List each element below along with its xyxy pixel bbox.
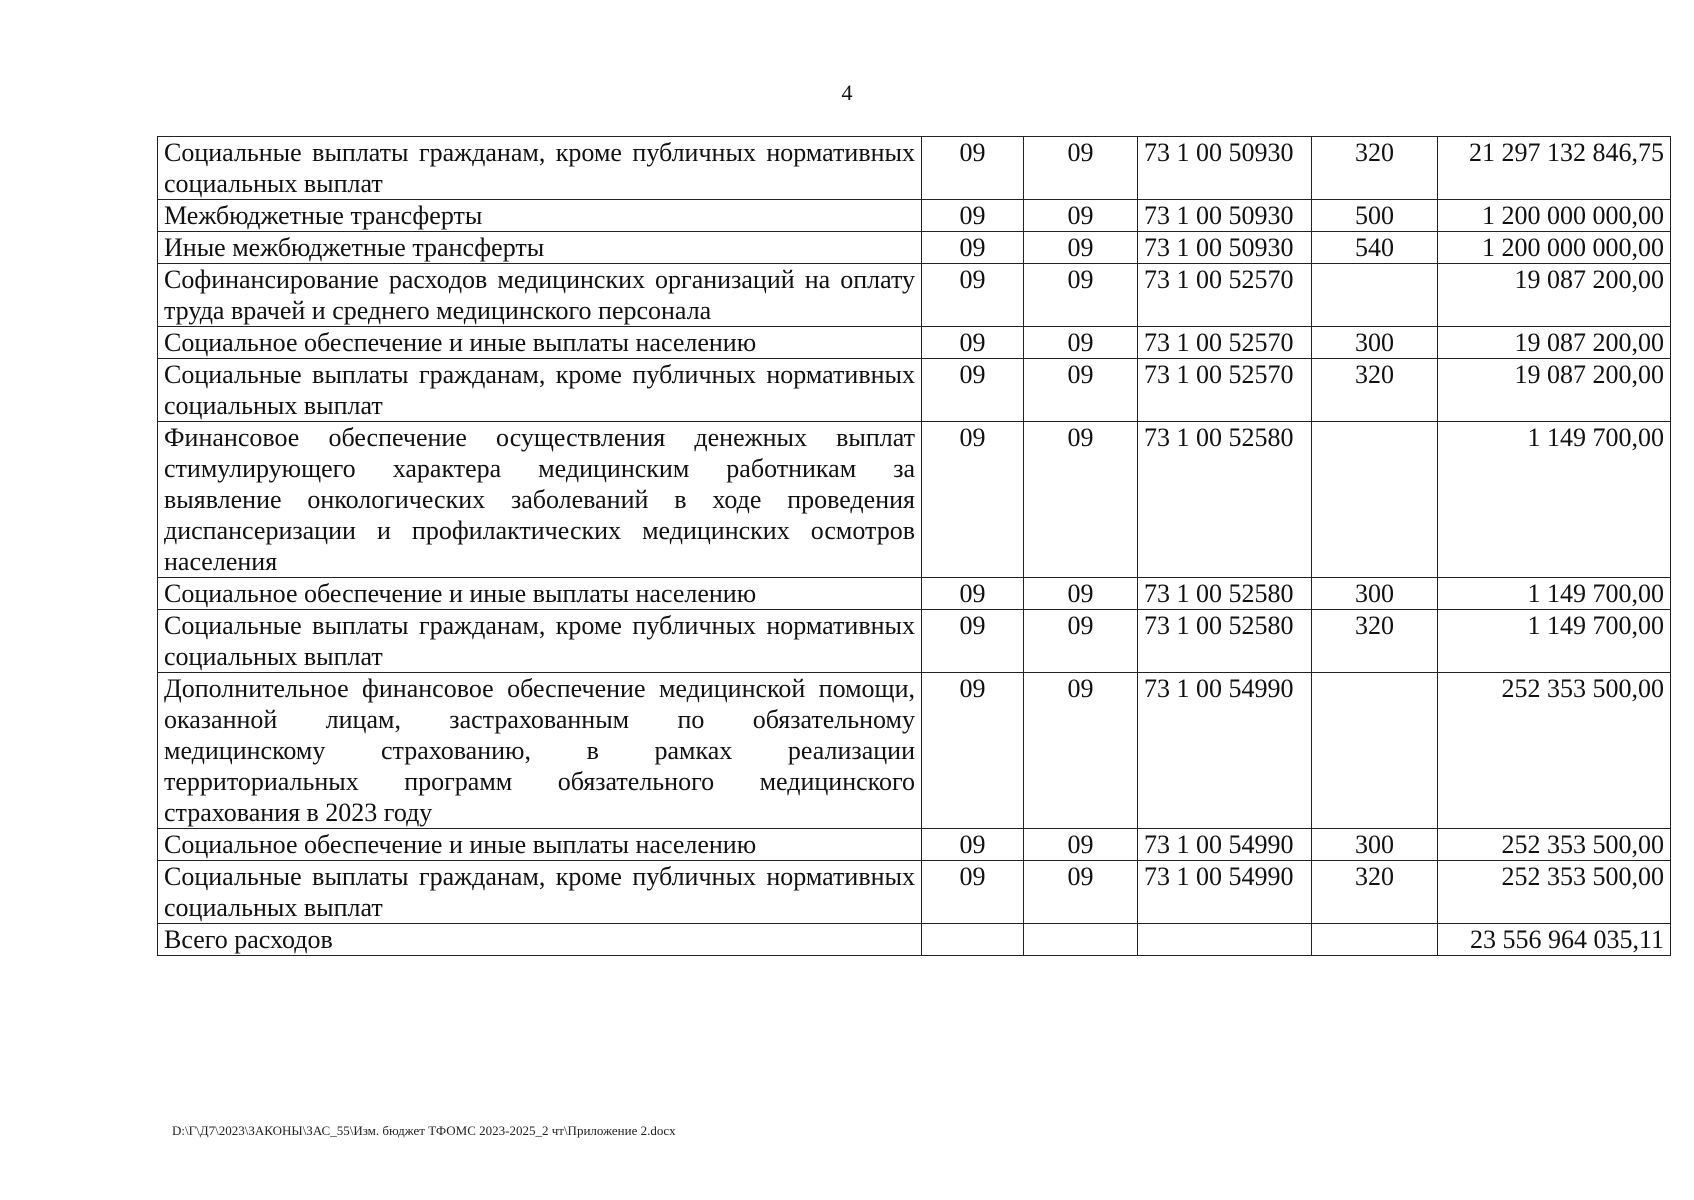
row-target-code: 73 1 00 50930 [1138, 137, 1312, 200]
budget-table [157, 136, 1671, 956]
row-name: Социальные выплаты гражданам, кроме публичных нормативных социальных выплат [158, 610, 922, 673]
row-subsection [1024, 924, 1138, 956]
row-amount: 1 149 700,00 [1438, 422, 1671, 578]
row-target-code: 73 1 00 52570 [1138, 359, 1312, 422]
row-subsection: 09 [1024, 829, 1138, 861]
table-row [158, 673, 1671, 829]
row-subsection: 09 [1024, 673, 1138, 829]
row-section: 09 [922, 578, 1024, 610]
row-section: 09 [922, 829, 1024, 861]
row-amount: 252 353 500,00 [1438, 673, 1671, 829]
table-row [158, 327, 1671, 359]
row-target-code: 73 1 00 52580 [1138, 578, 1312, 610]
row-section: 09 [922, 610, 1024, 673]
row-name: Иные межбюджетные трансферты [158, 232, 922, 264]
row-name: Социальные выплаты гражданам, кроме публичных нормативных социальных выплат [158, 359, 922, 422]
row-expense-type: 300 [1312, 578, 1438, 610]
row-subsection: 09 [1024, 359, 1138, 422]
row-expense-type: 300 [1312, 327, 1438, 359]
row-name: Социальные выплаты гражданам, кроме публичных нормативных социальных выплат [158, 137, 922, 200]
row-amount: 19 087 200,00 [1438, 359, 1671, 422]
row-subsection: 09 [1024, 200, 1138, 232]
row-amount: 1 149 700,00 [1438, 578, 1671, 610]
row-amount: 1 200 000 000,00 [1438, 232, 1671, 264]
row-subsection: 09 [1024, 861, 1138, 924]
row-expense-type: 540 [1312, 232, 1438, 264]
row-subsection: 09 [1024, 264, 1138, 327]
row-name: Финансовое обеспечение осуществления денежных выплат стимулирующего характера медицинским работникам за выявление онкологических заболеваний в ходе проведения диспансеризации и профилактических медицинских осмотров населения [158, 422, 922, 578]
row-section: 09 [922, 200, 1024, 232]
row-amount: 252 353 500,00 [1438, 829, 1671, 861]
table-row [158, 359, 1671, 422]
row-subsection: 09 [1024, 422, 1138, 578]
row-name: Дополнительное финансовое обеспечение медицинской помощи, оказанной лицам, застрахованным по обязательному медицинскому страхованию, в рамках реализации территориальных программ обязательного медицинского страхования в 2023 году [158, 673, 922, 829]
row-section [922, 924, 1024, 956]
row-target-code: 73 1 00 52580 [1138, 422, 1312, 578]
row-section: 09 [922, 232, 1024, 264]
row-name: Софинансирование расходов медицинских организаций на оплату труда врачей и среднего медицинского персонала [158, 264, 922, 327]
table-row [158, 829, 1671, 861]
row-name: Социальные выплаты гражданам, кроме публичных нормативных социальных выплат [158, 861, 922, 924]
row-target-code: 73 1 00 52570 [1138, 327, 1312, 359]
row-name: Социальное обеспечение и иные выплаты населению [158, 327, 922, 359]
row-section: 09 [922, 673, 1024, 829]
table-row [158, 861, 1671, 924]
table-row [158, 200, 1671, 232]
row-name: Межбюджетные трансферты [158, 200, 922, 232]
row-subsection: 09 [1024, 327, 1138, 359]
table-row [158, 264, 1671, 327]
row-expense-type: 320 [1312, 610, 1438, 673]
table-row [158, 610, 1671, 673]
row-subsection: 09 [1024, 137, 1138, 200]
row-section: 09 [922, 422, 1024, 578]
row-section: 09 [922, 327, 1024, 359]
row-amount: 1 149 700,00 [1438, 610, 1671, 673]
row-target-code: 73 1 00 54990 [1138, 861, 1312, 924]
total-amount: 23 556 964 035,11 [1438, 924, 1671, 956]
row-expense-type [1312, 673, 1438, 829]
row-expense-type: 500 [1312, 200, 1438, 232]
file-path-footer: D:\Г\Д7\2023\ЗАКОНЫ\ЗАС_55\Изм. бюджет ТФОМС 2023-2025_2 чт\Приложение 2.docx [172, 1123, 676, 1138]
page-number: 4 [841, 80, 853, 105]
row-name: Социальное обеспечение и иные выплаты населению [158, 829, 922, 861]
row-expense-type [1312, 924, 1438, 956]
table-row [158, 578, 1671, 610]
row-target-code: 73 1 00 54990 [1138, 673, 1312, 829]
row-section: 09 [922, 264, 1024, 327]
row-subsection: 09 [1024, 232, 1138, 264]
row-target-code: 73 1 00 52580 [1138, 610, 1312, 673]
row-expense-type: 320 [1312, 137, 1438, 200]
table-row [158, 137, 1671, 200]
row-name: Социальное обеспечение и иные выплаты населению [158, 578, 922, 610]
table-row [158, 232, 1671, 264]
row-amount: 1 200 000 000,00 [1438, 200, 1671, 232]
row-target-code: 73 1 00 54990 [1138, 829, 1312, 861]
total-row [158, 924, 1671, 956]
row-target-code: 73 1 00 50930 [1138, 232, 1312, 264]
table-row [158, 422, 1671, 578]
row-expense-type: 320 [1312, 861, 1438, 924]
row-target-code: 73 1 00 52570 [1138, 264, 1312, 327]
row-section: 09 [922, 861, 1024, 924]
row-amount: 21 297 132 846,75 [1438, 137, 1671, 200]
row-section: 09 [922, 137, 1024, 200]
row-section: 09 [922, 359, 1024, 422]
total-label: Всего расходов [158, 924, 922, 956]
row-amount: 19 087 200,00 [1438, 264, 1671, 327]
row-amount: 19 087 200,00 [1438, 327, 1671, 359]
row-target-code [1138, 924, 1312, 956]
row-expense-type: 300 [1312, 829, 1438, 861]
row-expense-type [1312, 264, 1438, 327]
row-target-code: 73 1 00 50930 [1138, 200, 1312, 232]
row-expense-type [1312, 422, 1438, 578]
row-subsection: 09 [1024, 578, 1138, 610]
row-amount: 252 353 500,00 [1438, 861, 1671, 924]
row-expense-type: 320 [1312, 359, 1438, 422]
row-subsection: 09 [1024, 610, 1138, 673]
